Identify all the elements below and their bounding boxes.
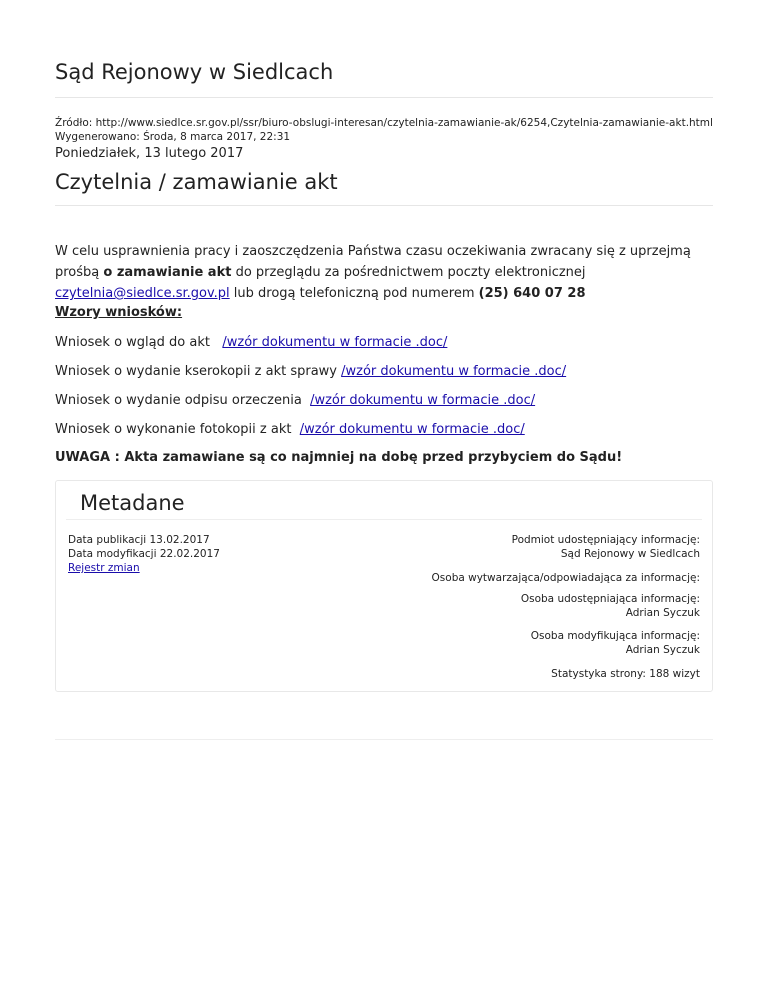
form-row	[55, 422, 525, 437]
source-url: Źródło: http://www.siedlce.sr.gov.pl/ssr/biuro-obslugi-interesan/czytelnia-zamawianie-ak/6254,Czytelnia-zamawianie-akt.html	[55, 117, 713, 129]
metadata-panel	[55, 480, 713, 692]
article-title: Czytelnia / zamawianie akt	[55, 170, 338, 194]
form-label: Wniosek o wykonanie fotokopii z akt	[55, 422, 300, 437]
intro-bold: o zamawianie akt	[103, 265, 232, 280]
divider	[66, 519, 702, 520]
form-download-link[interactable]: /wzór dokumentu w formacie .doc/	[310, 393, 536, 408]
modifier-value: Adrian Syczuk	[625, 644, 700, 656]
footer-divider	[55, 739, 713, 740]
author-label: Osoba wytwarzająca/odpowiadająca za informację:	[431, 572, 700, 584]
modifier-label: Osoba modyfikująca informację:	[530, 630, 700, 642]
subject-value: Sąd Rejonowy w Siedlcach	[560, 548, 700, 560]
intro-text: W celu usprawnienia pracy i zaoszczędzenia Państwa czasu oczekiwania zwracany się z uprzejmą prośbą	[55, 244, 691, 280]
intro-text: lub drogą telefoniczną pod numerem	[229, 286, 479, 301]
form-label: Wniosek o wgląd do akt	[55, 335, 219, 350]
page-stats: Statystyka strony: 188 wizyt	[551, 668, 700, 680]
modified-date: Data modyfikacji 22.02.2017	[68, 548, 220, 560]
form-label: Wniosek o wydanie odpisu orzeczenia	[55, 393, 311, 408]
form-download-link[interactable]: /wzór dokumentu w formacie .doc/	[222, 335, 448, 350]
changelog-link[interactable]: Rejestr zmian	[68, 562, 140, 574]
generated-date: Wygenerowano: Środa, 8 marca 2017, 22:31	[55, 131, 291, 143]
published-date: Data publikacji 13.02.2017	[68, 534, 210, 546]
email-link[interactable]: czytelnia@siedlce.sr.gov.pl	[55, 286, 230, 301]
sharer-value: Adrian Syczuk	[625, 607, 700, 619]
site-title: Sąd Rejonowy w Siedlcach	[55, 60, 334, 84]
phone-number: (25) 640 07 28	[478, 286, 586, 301]
notice: UWAGA : Akta zamawiane są co najmniej na dobę przed przybyciem do Sądu!	[55, 450, 623, 465]
form-row	[55, 393, 535, 408]
forms-heading: Wzory wniosków:	[55, 305, 183, 320]
form-download-link[interactable]: /wzór dokumentu w formacie .doc/	[299, 422, 525, 437]
form-row	[55, 364, 566, 379]
form-label: Wniosek o wydanie kserokopii z akt sprawy	[55, 364, 342, 379]
article-date: Poniedziałek, 13 lutego 2017	[55, 146, 244, 161]
divider	[55, 205, 713, 206]
intro-paragraph	[55, 241, 713, 304]
sharer-label: Osoba udostępniająca informację:	[520, 593, 700, 605]
subject-label: Podmiot udostępniający informację:	[511, 534, 700, 546]
intro-text: do przeglądu za pośrednictwem poczty elektronicznej	[231, 265, 586, 280]
metadata-title: Metadane	[80, 491, 185, 515]
divider	[55, 97, 713, 98]
form-download-link[interactable]: /wzór dokumentu w formacie .doc/	[341, 364, 567, 379]
form-row	[55, 335, 447, 350]
